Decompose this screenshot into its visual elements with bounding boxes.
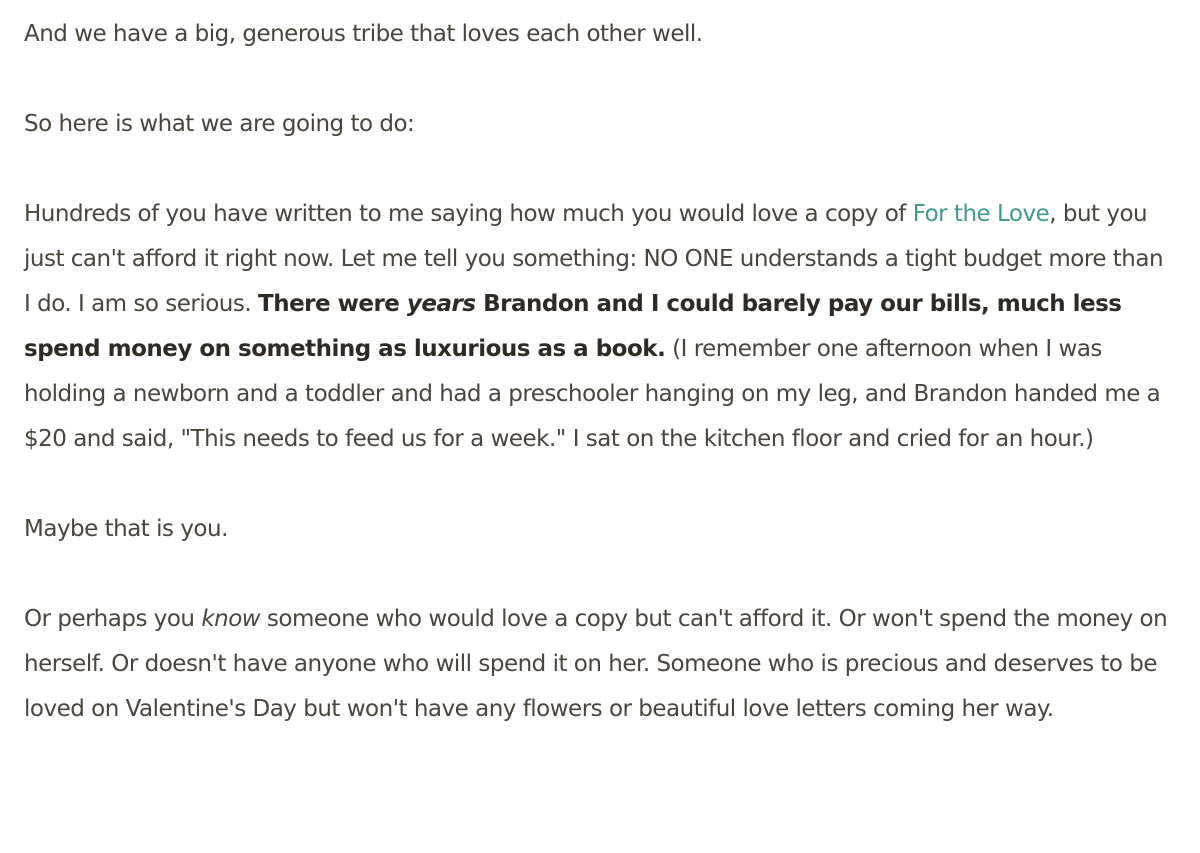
- paragraph-perhaps: [24, 597, 1176, 732]
- budget-bold-1: There were: [258, 291, 407, 317]
- paragraph-budget: [24, 192, 1176, 462]
- budget-text-1: Hundreds of you have written to me saying how much you would love a copy of: [24, 201, 913, 227]
- budget-text-2: , but you just can't afford it right now. Let me tell you something: NO ONE understands a tight budget more than I do. I am so serious.: [24, 201, 1164, 317]
- for-the-love-link[interactable]: For the Love: [912, 201, 1050, 227]
- paragraph-maybe-text: Maybe that is you.: [24, 516, 228, 542]
- paragraph-plan-text: So here is what we are going to do:: [24, 111, 415, 137]
- perhaps-text-2: someone who would love a copy but can't afford it. Or won't spend the money on herself. Or doesn't have anyone who will spend it on her. Someone who is precious and deserves to be loved on Valentine's Day but won't have any flowers or beautiful love letters coming her way.: [24, 606, 1168, 722]
- budget-bold-emphasis: years: [406, 291, 476, 317]
- paragraph-tribe-text: And we have a big, generous tribe that loves each other well.: [24, 21, 703, 47]
- paragraph-plan: [24, 102, 1176, 147]
- paragraph-tribe: [24, 12, 1176, 57]
- budget-text-3: (I remember one afternoon when I was holding a newborn and a toddler and had a preschooler hanging on my leg, and Brandon handed me a $20 and said, "This needs to feed us for a week." I sat on the kitchen floor and cried for an hour.): [24, 336, 1161, 452]
- paragraph-maybe: [24, 507, 1176, 552]
- budget-bold-2: Brandon and I could barely pay our bills, much less spend money on something as luxurious as a book.: [24, 291, 1122, 362]
- perhaps-emphasis: know: [201, 606, 261, 632]
- perhaps-text-1: Or perhaps you: [24, 606, 202, 632]
